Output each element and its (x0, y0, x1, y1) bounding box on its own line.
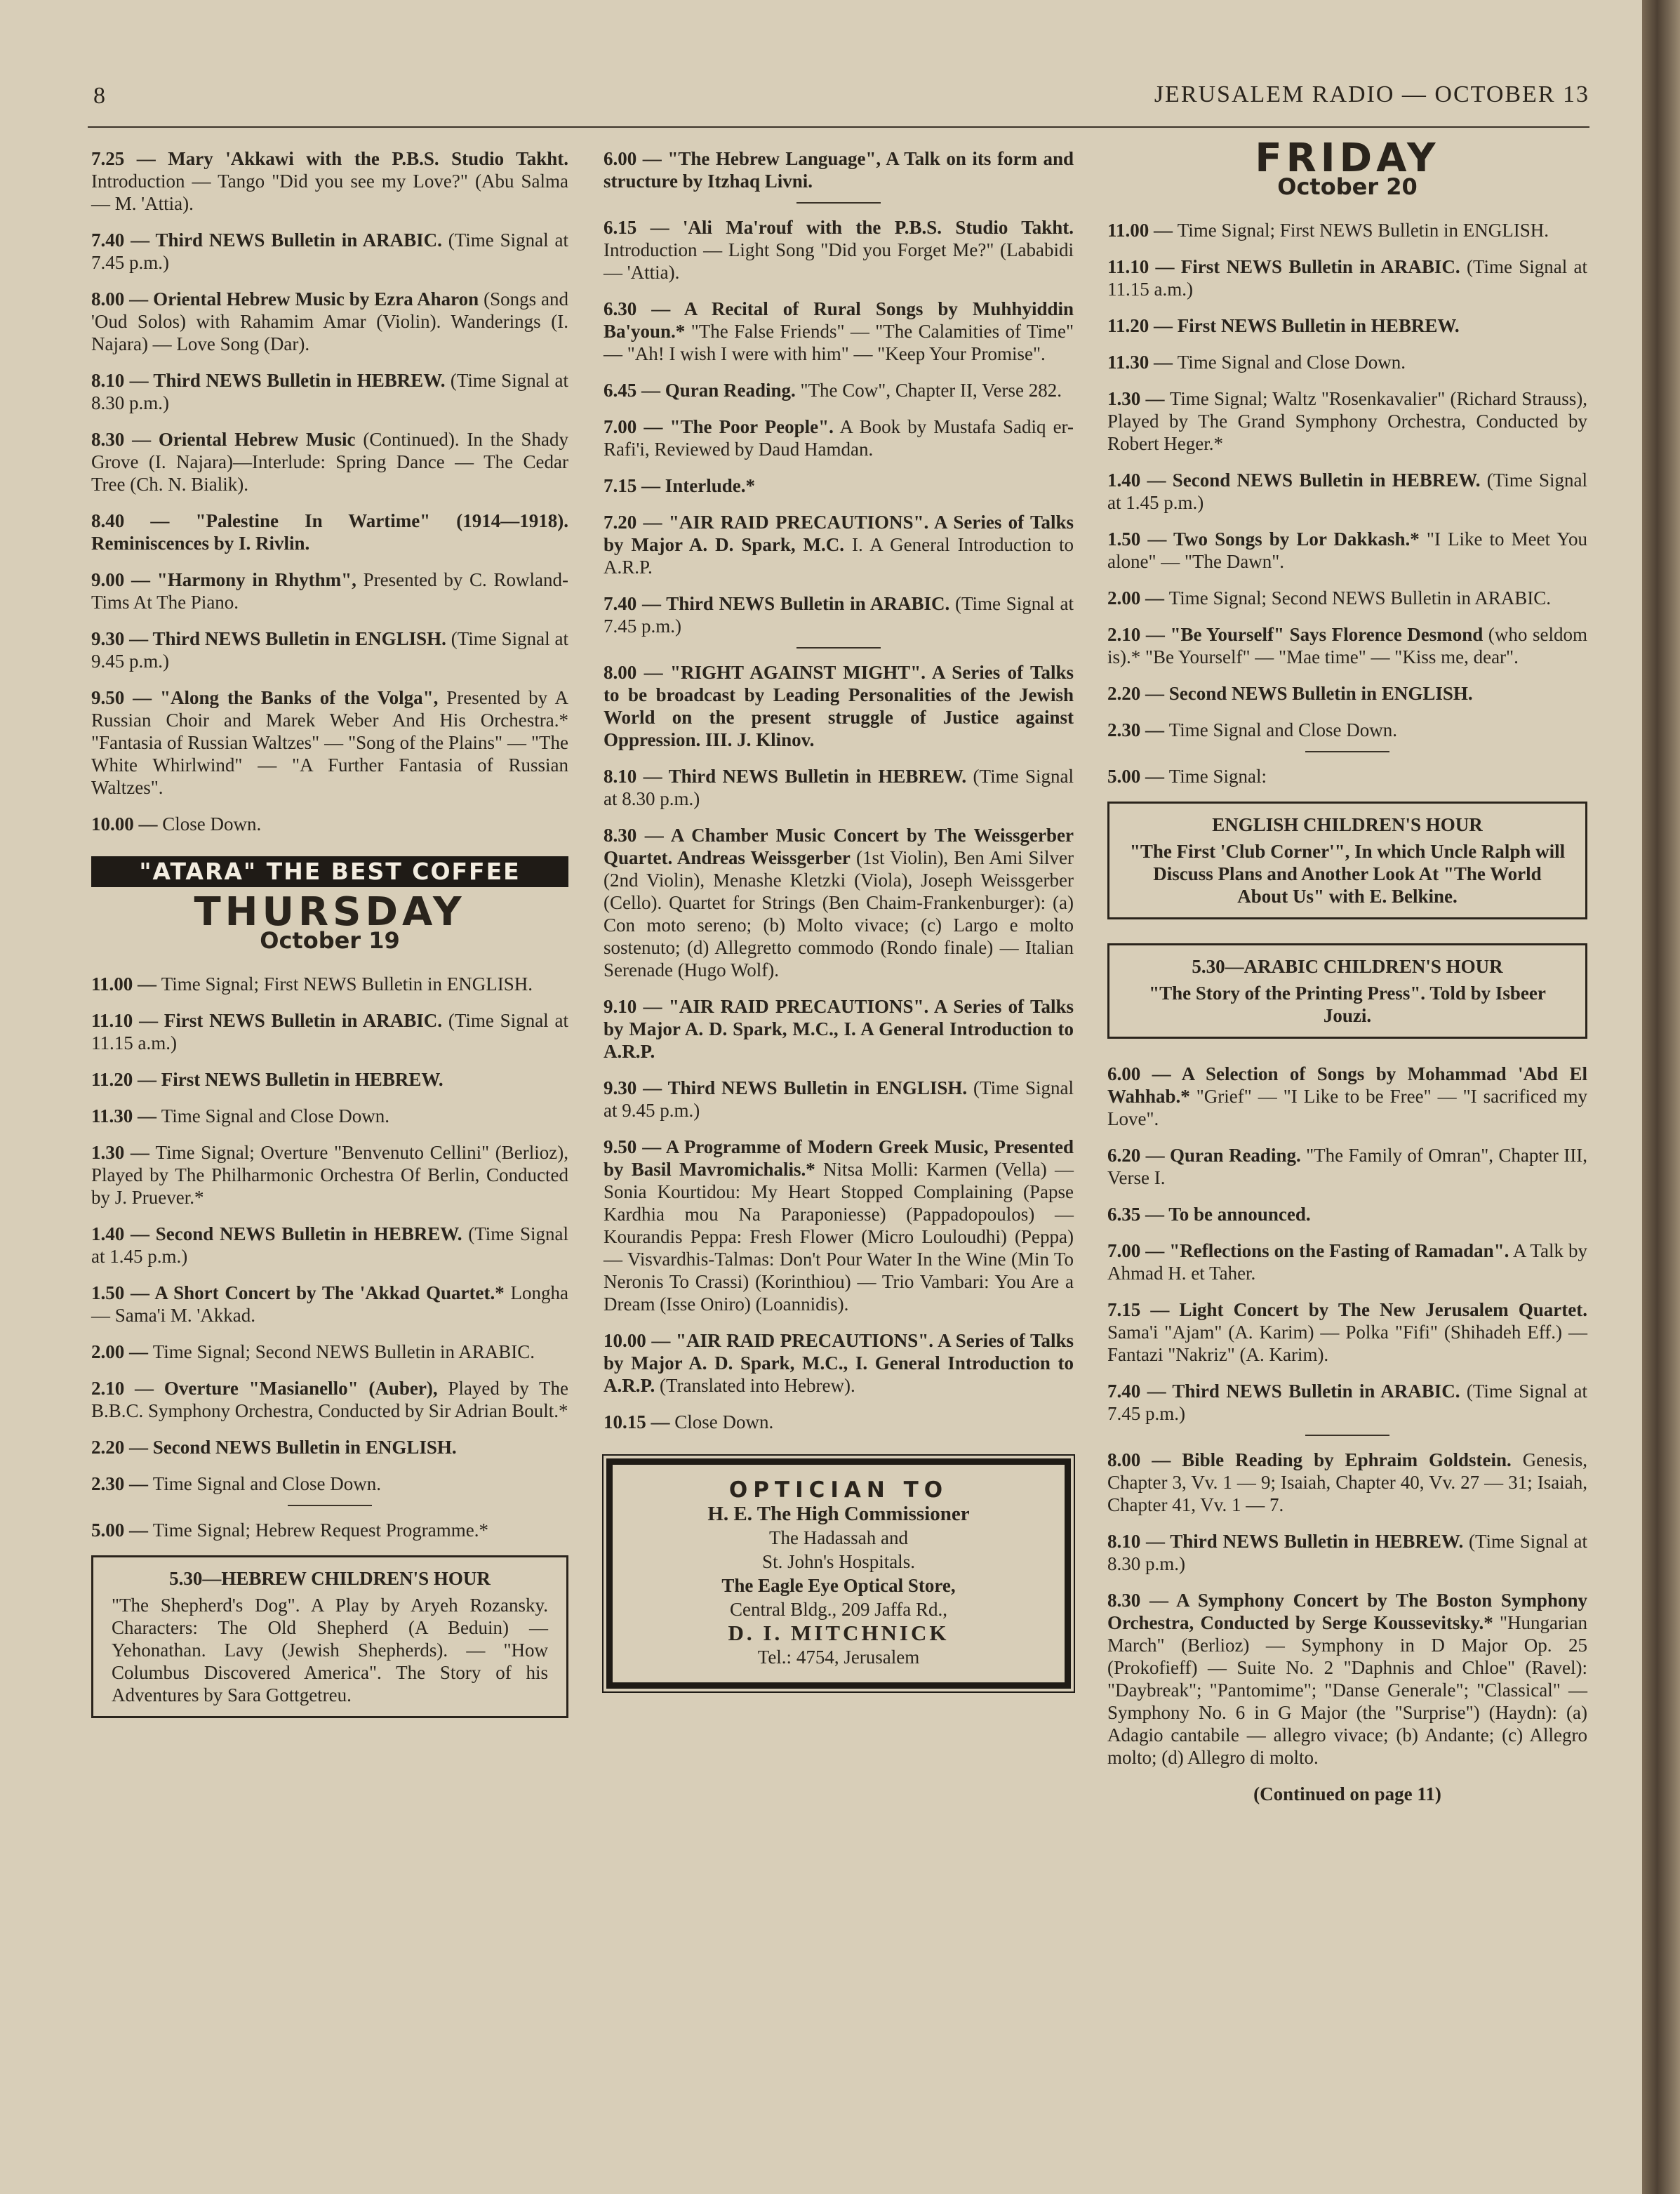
program-title: Overture "Masianello" (Auber), (164, 1378, 438, 1399)
program-entry (91, 1341, 568, 1363)
program-title: 'Ali Ma'rouf with the P.B.S. Studio Takht. (682, 217, 1074, 238)
program-time: 7.00 — (1107, 1240, 1170, 1261)
program-time: 9.50 — (91, 687, 161, 708)
box-heading: 5.30—HEBREW CHILDREN'S HOUR (169, 1568, 491, 1589)
program-time: 2.30 — (91, 1473, 153, 1494)
program-entry (1107, 1589, 1587, 1769)
program-time: 9.50 — (604, 1136, 666, 1157)
program-entry (91, 147, 568, 215)
schedule-list (1107, 1063, 1587, 1769)
program-time: 1.30 — (91, 1142, 156, 1163)
program-time: 6.20 — (1107, 1145, 1171, 1166)
program-title: First NEWS Bulletin in ARABIC. (164, 1010, 443, 1031)
program-time: 2.10 — (91, 1378, 164, 1399)
program-time: 5.00 — (1107, 766, 1169, 787)
program-details: Longha — Sama'i M. 'Akkad. (91, 1282, 569, 1326)
ad-line: OPTICIAN TO (728, 1477, 949, 1503)
program-time: 2.10 — (1107, 624, 1171, 645)
section-divider (1305, 751, 1389, 752)
program-entry (91, 1282, 568, 1327)
program-title: Second NEWS Bulletin in ENGLISH. (152, 1437, 457, 1458)
program-title: "AIR RAID PRECAUTIONS". A Series of Talks by Major A. D. Spark, M.C., I. General Introduction to A.R.P. (604, 1330, 1074, 1396)
section-divider (796, 647, 881, 649)
program-entry (604, 661, 1074, 751)
program-details: (Time Signal at 1.45 p.m.) (91, 1223, 568, 1267)
program-title: "Along the Banks of the Volga", (160, 687, 439, 708)
program-title: "The Hebrew Language", A Talk on its form and structure by Itzhaq Livni. (604, 148, 1074, 192)
program-entry (604, 474, 1074, 497)
ad-line: H. E. The High Commissioner (707, 1503, 970, 1525)
program-time: 6.45 — (604, 380, 665, 401)
program-time: 9.10 — (604, 996, 669, 1017)
program-title: "The Poor People". (669, 416, 834, 437)
program-entry (604, 147, 1074, 192)
program-entry (1107, 1530, 1587, 1575)
program-time: 8.10 — (1107, 1531, 1171, 1552)
program-title: Quran Reading. (665, 380, 796, 401)
program-time: 11.10 — (1107, 256, 1181, 277)
program-time: 8.10 — (604, 766, 669, 787)
program-entry (1107, 469, 1587, 514)
program-details: "The False Friends" — "The Calamities of Time" — "Ah! I wish I were with him" — "Keep Your Promise". (604, 321, 1074, 364)
program-entry (91, 1519, 568, 1541)
program-title: Two Songs by Lor Dakkash.* (1173, 528, 1420, 550)
program-title: Mary 'Akkawi with the P.B.S. Studio Takht. (168, 148, 568, 169)
schedule-list (604, 147, 1074, 1433)
program-entry (1107, 314, 1587, 337)
program-title: Second NEWS Bulletin in HEBREW. (155, 1223, 462, 1244)
program-time: 6.00 — (604, 148, 668, 169)
program-details: I. A General Introduction to A.R.P. (604, 534, 1074, 578)
ad-line: St. John's Hospitals. (762, 1551, 915, 1572)
program-entry (91, 428, 568, 496)
program-details: "Hungarian March" (Berlioz) — Symphony in D Major Op. 25 (Prokofieff) — Suite No. 2 "Daphnis and Chloe" (Ravel): "Daybreak"; "Pantomime"; "Danse Generale"; "Classical" — Symphony No. 6 in G Major (the "Surprise") (Haydn): (a) Adagio cantabile — allegro vivace; (b) Andante; (c) Allegro molto; (d) Allegro di molto. (1107, 1612, 1587, 1768)
program-title: Third NEWS Bulletin in ENGLISH. (667, 1077, 968, 1098)
program-time: 5.00 — (91, 1520, 153, 1541)
coffee-ad-banner: "ATARA" THE BEST COFFEE (91, 856, 568, 887)
program-time: 2.30 — (1107, 719, 1169, 740)
program-entry (604, 765, 1074, 810)
program-time: 8.30 — (91, 429, 159, 450)
program-details: Presented by C. Rowland-Tims At The Piano. (91, 569, 568, 613)
program-entry (91, 1105, 568, 1127)
program-details: Presented by A Russian Choir and Marek Weber And His Orchestra.* "Fantasia of Russian Waltzes" — "Song of the Plains" — "The White Whirlwind" — "A Further Fantasia of Russian Waltzes". (91, 687, 568, 798)
program-time: 1.50 — (91, 1282, 155, 1303)
program-entry (91, 288, 568, 355)
program-entry (604, 1411, 1074, 1433)
page-header (88, 77, 1589, 128)
program-details: Close Down. (162, 813, 262, 835)
program-entry (91, 229, 568, 274)
program-entry (91, 1436, 568, 1458)
page-spine (1642, 0, 1680, 2194)
program-details: (Time Signal at 8.30 p.m.) (91, 370, 569, 413)
program-title: Third NEWS Bulletin in ENGLISH. (152, 628, 446, 649)
program-details: Played by The B.B.C. Symphony Orchestra, Conducted by Sir Adrian Boult.* (91, 1378, 568, 1421)
program-title: Bible Reading by Ephraim Goldstein. (1182, 1449, 1512, 1470)
program-entry (1107, 1203, 1587, 1225)
program-details: Time Signal and Close Down. (1168, 719, 1398, 740)
program-details: Time Signal; Waltz "Rosenkavalier" (Richard Strauss), Played by The Grand Symphony Orchestra, Conducted by Robert Heger.* (1107, 388, 1588, 454)
program-details: (Time Signal at 8.30 p.m.) (604, 766, 1074, 809)
program-details: Time Signal; Second NEWS Bulletin in ARABIC. (1168, 587, 1552, 609)
program-details: "The Family of Omran", Chapter III, Verse I. (1107, 1145, 1587, 1188)
continued-note: (Continued on page 11) (1253, 1783, 1441, 1804)
program-title: A Programme of Modern Greek Music, Presented by Basil Mavromichalis.* (604, 1136, 1074, 1180)
program-details: (Time Signal at 8.30 p.m.) (1107, 1531, 1587, 1574)
program-entry (604, 379, 1074, 401)
program-title: Quran Reading. (1170, 1145, 1301, 1166)
program-entry (91, 1009, 568, 1054)
program-title: A Selection of Songs by Mohammad 'Abd El Wahhab.* (1107, 1063, 1587, 1107)
program-details: (Time Signal at 9.45 p.m.) (91, 628, 569, 672)
program-entry (91, 1472, 568, 1495)
program-time: 2.20 — (1107, 683, 1169, 704)
column-right (1107, 135, 1588, 1805)
program-time: 10.00 — (91, 813, 163, 835)
program-entry (604, 824, 1074, 981)
program-details: (Time Signal at 11.15 a.m.) (91, 1010, 568, 1053)
day-date-thursday: October 19 (260, 927, 400, 954)
program-details: (who seldom is).* "Be Yourself" — "Mae time" — "Kiss me, dear". (1107, 624, 1587, 667)
program-title: "RIGHT AGAINST MIGHT". A Series of Talks to be broadcast by Leading Personalities of the Jewish World on the present struggle of Justice against Oppression. III. J. Klinov. (604, 662, 1074, 750)
schedule-list (91, 973, 568, 1541)
day-date-friday: October 20 (1277, 173, 1418, 200)
program-title: Oriental Hebrew Music by Ezra Aharon (153, 288, 479, 310)
program-title: Light Concert by The New Jerusalem Quartet. (1179, 1299, 1587, 1320)
program-time: 11.20 — (1107, 315, 1178, 336)
program-details: (Time Signal at 11.15 a.m.) (1107, 256, 1587, 300)
schedule-list (1107, 219, 1587, 787)
program-title: First NEWS Bulletin in ARABIC. (1180, 256, 1460, 277)
program-title: Third NEWS Bulletin in HEBREW. (668, 766, 967, 787)
program-time: 6.15 — (604, 217, 683, 238)
box-body: "The Shepherd's Dog". A Play by Aryeh Rozansky. Characters: The Old Shepherd (A Beduin) — Yehonathan. Lavy (Jewish Shepherds). — "How Columbus Discovered America". The Story of his Adventures by Sara Gottgetreu. (112, 1595, 548, 1706)
program-entry (1107, 1063, 1587, 1130)
program-entry (91, 686, 568, 799)
program-time: 9.30 — (604, 1077, 668, 1098)
program-entry (1107, 1239, 1587, 1284)
program-entry (604, 298, 1074, 365)
program-time: 6.35 — (1107, 1204, 1169, 1225)
english-childrens-hour-box (1107, 802, 1587, 919)
program-entry (604, 1136, 1074, 1315)
program-details: (Time Signal at 7.45 p.m.) (91, 230, 569, 273)
section-divider (796, 202, 881, 204)
program-time: 7.00 — (604, 416, 670, 437)
program-time: 9.00 — (91, 569, 157, 590)
program-time: 11.30 — (91, 1105, 161, 1126)
page-number: 8 (93, 83, 105, 109)
program-title: Second NEWS Bulletin in HEBREW. (1172, 470, 1481, 491)
program-title: First NEWS Bulletin in HEBREW. (1177, 315, 1460, 336)
program-entry (604, 1329, 1074, 1397)
column-middle (604, 147, 1074, 1689)
program-time: 8.00 — (1107, 1449, 1182, 1470)
program-entry (604, 1077, 1074, 1122)
program-time: 1.40 — (1107, 470, 1173, 491)
ad-line: Tel.: 4754, Jerusalem (757, 1647, 920, 1668)
program-details: Time Signal and Close Down. (161, 1105, 390, 1126)
program-time: 7.15 — (604, 475, 665, 496)
program-time: 8.10 — (91, 370, 154, 391)
program-title: "Palestine In Wartime" (1914—1918). Reminiscences by I. Rivlin. (91, 510, 569, 554)
program-details: (Time Signal at 9.45 p.m.) (604, 1077, 1074, 1121)
ad-line: The Hadassah and (769, 1527, 908, 1548)
program-entry (91, 569, 568, 613)
program-entry (604, 592, 1074, 637)
program-entry (91, 813, 568, 835)
program-details: (Translated into Hebrew). (655, 1375, 855, 1396)
program-title: A Recital of Rural Songs by Muhhyiddin Ba'youn.* (604, 298, 1074, 342)
program-entry (1107, 219, 1587, 241)
program-time: 7.25 — (91, 148, 168, 169)
program-time: 1.40 — (91, 1223, 156, 1244)
program-details: "The Cow", Chapter II, Verse 282. (795, 380, 1062, 401)
program-entry (604, 415, 1074, 460)
program-time: 10.15 — (604, 1411, 675, 1432)
program-details: (Time Signal at 1.45 p.m.) (1107, 470, 1587, 513)
program-time: 7.20 — (604, 512, 669, 533)
program-title: First NEWS Bulletin in HEBREW. (161, 1069, 444, 1090)
program-time: 11.30 — (1107, 352, 1178, 373)
program-entry (1107, 528, 1587, 573)
program-time: 8.40 — (91, 510, 196, 531)
program-time: 6.30 — (604, 298, 684, 319)
program-entry (1107, 719, 1587, 741)
program-details: (1st Violin), Ben Ami Silver (2nd Violin), Menashe Kletzki (Viola), Joseph Weissgerber (Cello). Quartet for Strings (Ben Chaim-Frankenburger): (a) Con moto sereno; (b) Molto vivace; (c) Largo e molto sostenuto; (d) Allegretto commodo (Rondo finale) — Italian Serenade (Hugo Wolf). (604, 847, 1074, 980)
program-time: 8.30 — (1107, 1590, 1177, 1611)
program-time: 8.30 — (604, 825, 671, 846)
program-title: Third NEWS Bulletin in ARABIC. (666, 593, 950, 614)
program-title: Third NEWS Bulletin in ARABIC. (155, 230, 442, 251)
program-time: 8.00 — (91, 288, 154, 310)
program-entry (91, 1377, 568, 1422)
program-entry (91, 510, 568, 554)
program-time: 7.15 — (1107, 1299, 1180, 1320)
program-time: 11.00 — (1107, 220, 1178, 241)
program-entry (1107, 387, 1587, 455)
program-details: (Continued). In the Shady Grove (I. Najara)—Interlude: Spring Dance — The Cedar Tree (Ch. N. Bialik). (91, 429, 569, 495)
program-title: Third NEWS Bulletin in ARABIC. (1172, 1381, 1460, 1402)
program-time: 6.00 — (1107, 1063, 1182, 1084)
program-time: 2.00 — (91, 1341, 153, 1362)
program-time: 11.20 — (91, 1069, 161, 1090)
program-time: 9.30 — (91, 628, 153, 649)
program-title: Third NEWS Bulletin in HEBREW. (153, 370, 446, 391)
program-time: 1.30 — (1107, 388, 1170, 409)
program-title: Second NEWS Bulletin in ENGLISH. (1168, 683, 1473, 704)
program-details: (Time Signal at 7.45 p.m.) (1107, 1381, 1588, 1424)
program-entry (1107, 1298, 1587, 1366)
program-title: "Harmony in Rhythm", (156, 569, 356, 590)
program-details: Genesis, Chapter 3, Vv. 1 — 9; Isaiah, Chapter 40, Vv. 27 — 31; Isaiah, Chapter 41, Vv. 1 — 7. (1107, 1449, 1587, 1515)
program-entry (91, 973, 568, 995)
optician-advertisement (606, 1458, 1071, 1689)
program-title: Third NEWS Bulletin in HEBREW. (1170, 1531, 1464, 1552)
program-details: Time Signal: (1168, 766, 1267, 787)
program-details: Nitsa Molli: Karmen (Vella) — Sonia Kourtidou: My Heart Stopped Complaining (Papse Kardhia mou Na Paraponiesse) (Pappadopoulos) — Kourandis Peppa: Fresh Flower (Micro Louloudhi) (Peppa) — Visvardhis-Talmas: Don't Pour Water In the Wine (Min To Neronis To Crassi) (Korinthiou) — Trio Vambari: You Are a Dream (Isse Oniro) (Loannidis). (604, 1159, 1074, 1315)
ad-line: D. I. MITCHNICK (728, 1621, 949, 1645)
box-body: "The Story of the Printing Press". Told by Isbeer Jouzi. (1149, 983, 1546, 1026)
section-divider (288, 1505, 372, 1506)
program-entry (1107, 587, 1587, 609)
arabic-childrens-hour-box (1107, 943, 1587, 1039)
program-entry (1107, 765, 1587, 787)
program-entry (1107, 1449, 1587, 1516)
program-entry (604, 511, 1074, 578)
ad-line: Central Bldg., 209 Jaffa Rd., (730, 1599, 947, 1620)
program-time: 1.50 — (1107, 528, 1173, 550)
program-details: A Book by Mustafa Sadiq er-Rafi'i, Reviewed by Daud Hamdan. (604, 416, 1074, 460)
day-title-friday: FRIDAY (1255, 135, 1440, 181)
program-details: Time Signal; First NEWS Bulletin in ENGLISH. (161, 973, 533, 995)
box-heading: ENGLISH CHILDREN'S HOUR (1212, 814, 1483, 835)
program-time: 8.00 — (604, 662, 670, 683)
program-entry (604, 216, 1074, 284)
program-title: To be announced. (1168, 1204, 1311, 1225)
program-entry (1107, 682, 1587, 705)
program-details: Close Down. (674, 1411, 774, 1432)
schedule-list (91, 147, 568, 835)
box-heading: 5.30—ARABIC CHILDREN'S HOUR (1192, 956, 1503, 977)
program-details: "I Like to Meet You alone" — "The Dawn". (1107, 528, 1588, 572)
program-title: "AIR RAID PRECAUTIONS". A Series of Talks by Major A. D. Spark, M.C. (604, 512, 1074, 555)
program-details: Sama'i "Ajam" (A. Karim) — Polka "Fifi" (Shihadeh Eff.) — Fantazi "Nakriz" (A. Karim). (1107, 1322, 1587, 1365)
program-title: "AIR RAID PRECAUTIONS". A Series of Talks by Major A. D. Spark, M.C., I. A General Introduction to A.R.P. (604, 996, 1074, 1062)
section-divider (1305, 1435, 1389, 1436)
program-title: A Symphony Concert by The Boston Symphony Orchestra, Conducted by Serge Koussevitsky.* (1107, 1590, 1588, 1633)
program-entry (91, 1223, 568, 1268)
program-title: A Chamber Music Concert by The Weissgerber Quartet. Andreas Weissgerber (604, 825, 1074, 868)
program-title: "Reflections on the Fasting of Ramadan". (1169, 1240, 1509, 1261)
ad-line: The Eagle Eye Optical Store, (721, 1575, 956, 1596)
program-details: (Songs and 'Oud Solos) with Rahamim Amar (Violin). Wanderings (I. Najara) — Love Song (Dar). (91, 288, 569, 354)
program-entry (604, 995, 1074, 1063)
hebrew-childrens-hour-box (91, 1555, 568, 1718)
program-entry (91, 1141, 568, 1209)
day-title-thursday: THURSDAY (194, 889, 466, 935)
program-details: A Talk by Ahmad H. et Taher. (1107, 1240, 1588, 1284)
program-time: 11.00 — (91, 973, 161, 995)
program-entry (1107, 1144, 1587, 1189)
program-details: Time Signal; Hebrew Request Programme.* (152, 1520, 488, 1541)
program-time: 11.10 — (91, 1010, 164, 1031)
program-details: "Grief" — "I Like to be Free" — "I sacrificed my Love". (1107, 1086, 1587, 1129)
program-time: 2.00 — (1107, 587, 1169, 609)
program-title: Oriental Hebrew Music (158, 429, 356, 450)
program-entry (91, 1068, 568, 1091)
program-details: Time Signal; Second NEWS Bulletin in ARABIC. (152, 1341, 535, 1362)
program-entry (1107, 351, 1587, 373)
column-left (91, 147, 568, 1742)
program-title: Interlude.* (665, 475, 755, 496)
program-time: 7.40 — (604, 593, 667, 614)
program-entry (91, 369, 568, 414)
program-details: Introduction — Light Song "Did you Forget Me?" (Lababidi — 'Attia). (604, 239, 1074, 283)
program-entry (91, 627, 568, 672)
program-details: Time Signal and Close Down. (1177, 352, 1406, 373)
box-body: "The First 'Club Corner'", In which Uncle Ralph will Discuss Plans and Another Look At "The World About Us" with E. Belkine. (1129, 841, 1566, 907)
program-entry (1107, 623, 1587, 668)
program-time: 7.40 — (1107, 1381, 1173, 1402)
program-time: 7.40 — (91, 230, 156, 251)
program-details: Introduction — Tango "Did you see my Love?" (Abu Salma — M. 'Attia). (91, 171, 568, 214)
program-entry (1107, 255, 1587, 300)
program-entry (1107, 1380, 1587, 1425)
running-title: JERUSALEM RADIO — OCTOBER 13 (1154, 81, 1589, 107)
program-title: A Short Concert by The 'Akkad Quartet.* (154, 1282, 505, 1303)
program-details: Time Signal; First NEWS Bulletin in ENGLISH. (1177, 220, 1549, 241)
program-title: "Be Yourself" Says Florence Desmond (1170, 624, 1484, 645)
program-time: 10.00 — (604, 1330, 676, 1351)
program-details: Time Signal; Overture "Benvenuto Cellini" (Berlioz), Played by The Philharmonic Orchestra Of Berlin, Conducted by J. Pruever.* (91, 1142, 568, 1208)
program-details: Time Signal and Close Down. (152, 1473, 382, 1494)
program-time: 2.20 — (91, 1437, 153, 1458)
program-details: (Time Signal at 7.45 p.m.) (604, 593, 1074, 637)
